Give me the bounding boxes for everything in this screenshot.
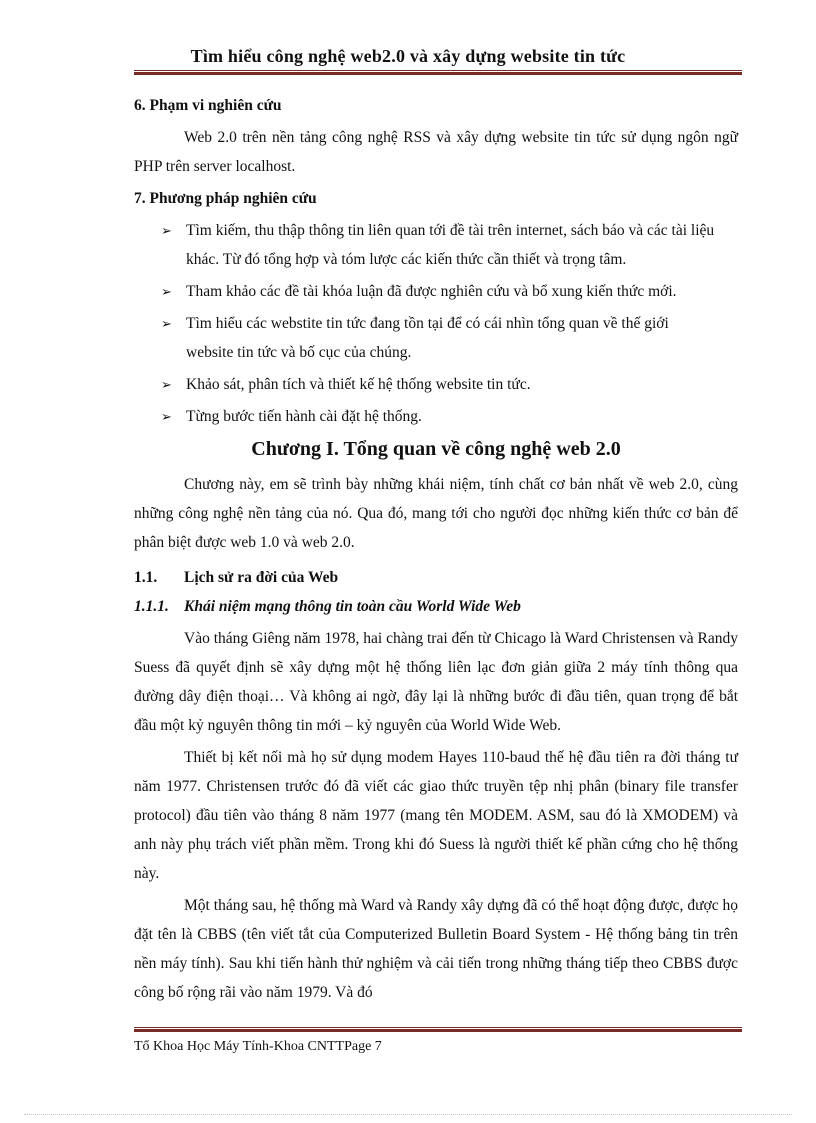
list-item: ➢ Khảo sát, phân tích và thiết kế hệ thống website tin tức. <box>134 370 738 399</box>
arrow-right-icon: ➢ <box>161 377 172 392</box>
chapter-title: Chương I. Tổng quan về công nghệ web 2.0 <box>251 438 621 460</box>
arrow-right-icon: ➢ <box>161 316 172 331</box>
body-paragraph: Một tháng sau, hệ thống mà Ward và Randy xây dựng đã có thể hoạt động được, được họ đặt tên là CBBS (tên viết tắt của Computerized Bulletin Board System - Hệ thống bảng tin trên nền máy tính). Sau khi tiến hành thử nghiệm và cải tiến trong những tháng tiếp theo CBBS được công bố rộng rãi vào năm 1979. Và đó <box>134 897 738 1001</box>
section-heading-scope: 6. Phạm vi nghiên cứu <box>134 97 282 114</box>
page-header-title: Tìm hiểu công nghệ web2.0 và xây dựng website tin tức <box>190 46 626 66</box>
page-footer: Tổ Khoa Học Máy Tính-Khoa CNTTPage 7 <box>134 1039 382 1054</box>
methods-list <box>134 216 738 431</box>
subsection-heading-1-1-1 <box>134 592 738 621</box>
scope-paragraph: Web 2.0 trên nền tảng công nghệ RSS và xây dựng website tin tức sử dụng ngôn ngữ PHP trên server localhost. <box>134 129 738 175</box>
list-item: ➢ Từng bước tiến hành cài đặt hệ thống. <box>134 402 738 431</box>
subsection-title: Lịch sử ra đời của Web <box>184 569 339 586</box>
chapter-intro-paragraph: Chương này, em sẽ trình bày những khái niệm, tính chất cơ bản nhất về web 2.0, cùng những công nghệ nền tảng của nó. Qua đó, mang tới cho người đọc những kiến thức cơ bản để phân biệt được web 1.0 và web 2.0. <box>134 476 738 551</box>
page-body <box>134 91 738 1010</box>
header-rule <box>134 70 742 75</box>
subsection-title: Khái niệm mạng thông tin toàn cầu World Wide Web <box>184 598 521 615</box>
subsection-number: 1.1. <box>134 569 158 586</box>
arrow-right-icon: ➢ <box>161 284 172 299</box>
footer-rule <box>134 1027 742 1032</box>
list-item: ➢ Tham khảo các đề tài khóa luận đã được nghiên cứu và bổ xung kiến thức mới. <box>134 277 738 306</box>
list-item: ➢ Tìm kiếm, thu thập thông tin liên quan tới đề tài trên internet, sách báo và các tài liệu khác. Từ đó tổng hợp và tóm lược các kiến thức cần thiết và trọng tâm. <box>134 216 738 274</box>
body-paragraph: Thiết bị kết nối mà họ sử dụng modem Hayes 110-baud thế hệ đầu tiên ra đời tháng tư năm 1977. Christensen trước đó đã viết các giao thức truyền tệp nhị phân (binary file transfer protocol) đầu tiên vào tháng 8 năm 1977 (mang tên MODEM. ASM, sau đó là XMODEM) và anh này phụ trách viết phần mềm. Trong khi đó Suess là người thiết kế phần cứng cho hệ thống này. <box>134 749 738 882</box>
section-heading-methods: 7. Phương pháp nghiên cứu <box>134 190 317 207</box>
arrow-right-icon: ➢ <box>161 409 172 424</box>
subsection-heading-1-1 <box>134 563 738 592</box>
page-bottom-divider <box>24 1114 792 1115</box>
list-item: ➢ Tìm hiểu các webstite tin tức đang tồn tại để có cái nhìn tổng quan về thế giới website tin tức và bố cục của chúng. <box>134 309 738 367</box>
subsection-number: 1.1.1. <box>134 598 169 615</box>
arrow-right-icon: ➢ <box>161 223 172 238</box>
body-paragraph: Vào tháng Giêng năm 1978, hai chàng trai đến từ Chicago là Ward Christensen và Randy Suess đã quyết định sẽ xây dựng một hệ thống liên lạc đơn giản giữa 2 máy tính thông qua đường dây điện thoại… Và không ai ngờ, đây lại là những bước đi đầu tiên, quan trọng để bắt đầu một kỷ nguyên thông tin mới – kỷ nguyên của World Wide Web. <box>134 630 738 734</box>
